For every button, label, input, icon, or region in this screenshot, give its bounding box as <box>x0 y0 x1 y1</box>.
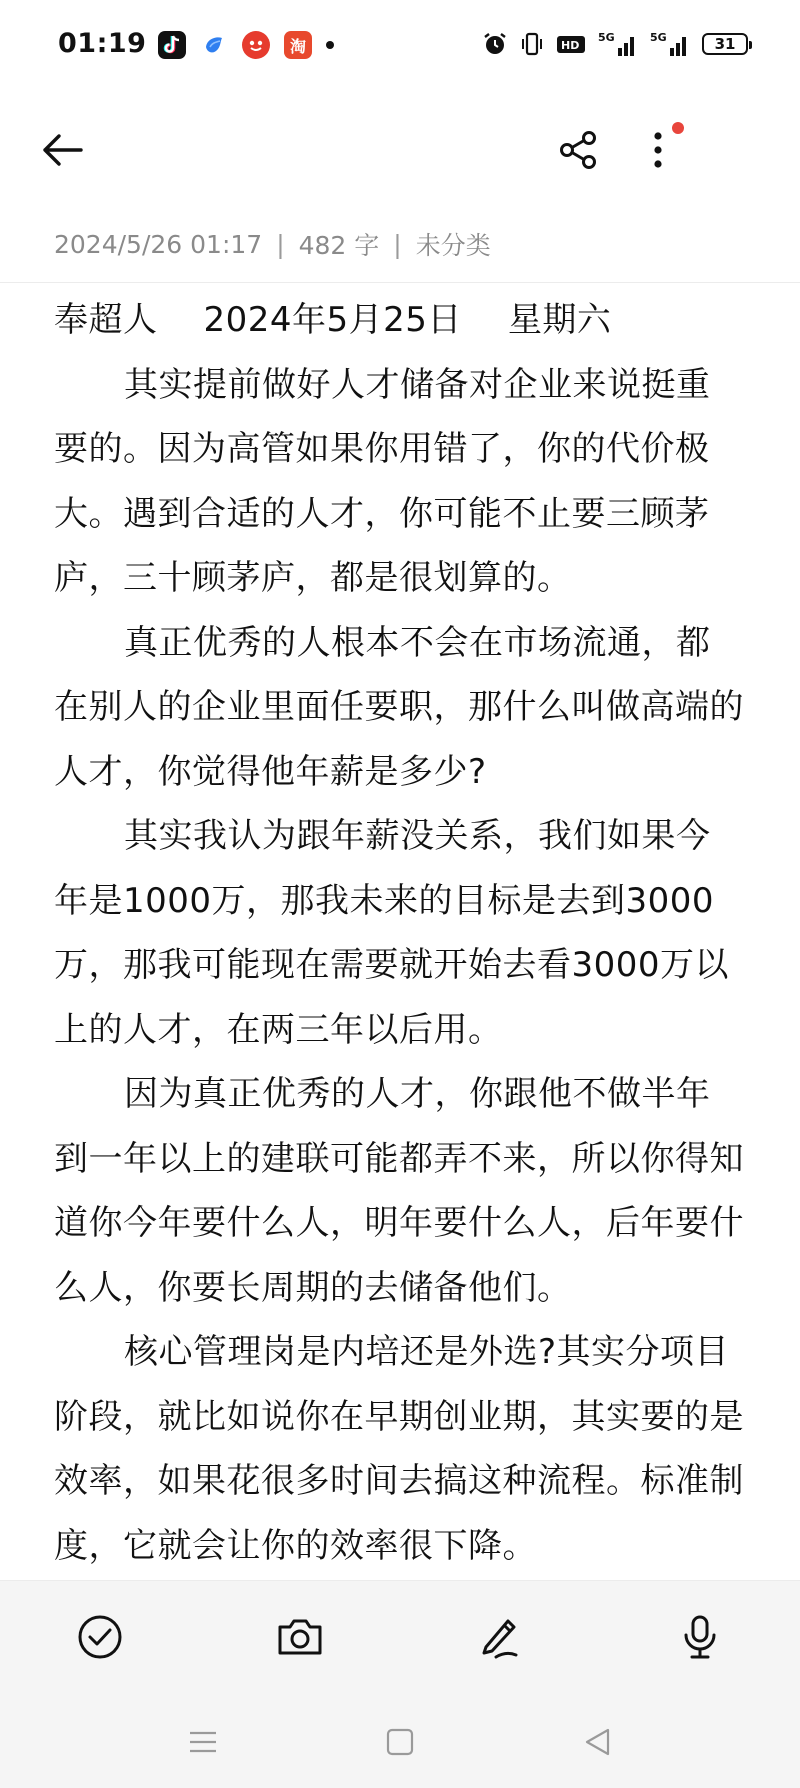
note-paragraph: 真正优秀的人根本不会在市场流通，都在别人的企业里面任要职，那什么叫做高端的人才，你觉得他年薪是多少? <box>54 622 744 792</box>
blue-app-icon <box>200 31 228 59</box>
app-bar <box>0 110 800 190</box>
alarm-icon <box>482 31 508 57</box>
signal-5g-icon <box>598 30 638 58</box>
status-time: 01:19 <box>58 28 147 59</box>
recents-button[interactable] <box>181 1720 225 1764</box>
note-paragraph: 其实我认为跟年薪没关系，我们如果今年是1000万，那我未来的目标是去到3000万，那我可能现在需要就开始去看3000万以上的人才，在两三年以后用。 <box>54 816 730 1050</box>
meta-separator: | <box>276 229 285 259</box>
camera-icon <box>276 1615 324 1659</box>
camera-button[interactable] <box>272 1609 328 1665</box>
recents-icon <box>188 1727 218 1757</box>
share-button[interactable] <box>552 126 604 174</box>
note-paragraph: 因为真正优秀的人才，你跟他不做半年到一年以上的建联可能都弄不来，所以你得知道你今年要什么人，明年要什么人，后年要什么人，你要长周期的去储备他们。 <box>54 1074 744 1308</box>
more-notifications-dot <box>326 41 334 49</box>
back-triangle-icon <box>583 1727 613 1757</box>
svg-text:5G: 5G <box>598 31 615 44</box>
note-paragraph: 其实提前做好人才储备对企业来说挺重要的。因为高管如果你用错了，你的代价极大。遇到合适的人才，你可能不止要三顾茅庐，三十顾茅庐，都是很划算的。 <box>54 364 711 598</box>
svg-text:5G: 5G <box>650 31 667 44</box>
back-button[interactable] <box>36 128 88 172</box>
hd-icon <box>556 33 586 55</box>
signal-5g-icon-2 <box>650 30 690 58</box>
red-app-icon <box>242 31 270 59</box>
note-heading-line <box>54 288 744 353</box>
note-author: 奉超人 <box>54 300 158 340</box>
note-paragraph: 核心管理岗是内培还是外选?其实分项目阶段，就比如说你在早期创业期，其实要的是效率，如果花很多时间去搞这种流程。标准制度，它就会让你的效率很下降。 <box>54 1332 744 1566</box>
status-bar <box>0 0 800 96</box>
notification-app-icons <box>158 31 334 59</box>
note-category[interactable]: 未分类 <box>415 231 491 260</box>
note-meta <box>54 226 491 262</box>
voice-input-button[interactable] <box>672 1609 728 1665</box>
meta-separator: | <box>393 229 402 259</box>
note-weekday: 星期六 <box>507 300 612 340</box>
header-divider <box>0 282 800 283</box>
more-options-button[interactable] <box>638 126 678 174</box>
nav-back-button[interactable] <box>576 1720 620 1764</box>
note-word-count: 482 字 <box>298 231 380 260</box>
douyin-icon <box>158 31 186 59</box>
home-button[interactable] <box>378 1720 422 1764</box>
more-vertical-icon <box>652 130 664 170</box>
battery-indicator: 31 <box>702 33 748 55</box>
system-status-icons <box>482 30 748 58</box>
taobao-icon: 淘 <box>284 31 312 59</box>
back-arrow-icon <box>41 133 83 167</box>
handwriting-button[interactable] <box>472 1609 528 1665</box>
pen-icon <box>476 1613 524 1661</box>
share-icon <box>557 129 599 171</box>
note-datetime: 2024/5/26 01:17 <box>54 229 263 259</box>
checklist-icon <box>76 1613 124 1661</box>
editor-toolbar <box>0 1580 800 1693</box>
home-icon <box>385 1727 415 1757</box>
system-nav-bar <box>0 1692 800 1788</box>
microphone-icon <box>678 1613 722 1661</box>
svg-text:HD: HD <box>561 39 580 52</box>
notification-badge <box>672 122 684 134</box>
note-body[interactable] <box>54 288 744 1578</box>
note-date: 2024年5月25日 <box>203 300 462 340</box>
checklist-button[interactable] <box>72 1609 128 1665</box>
vibrate-icon <box>520 31 544 57</box>
